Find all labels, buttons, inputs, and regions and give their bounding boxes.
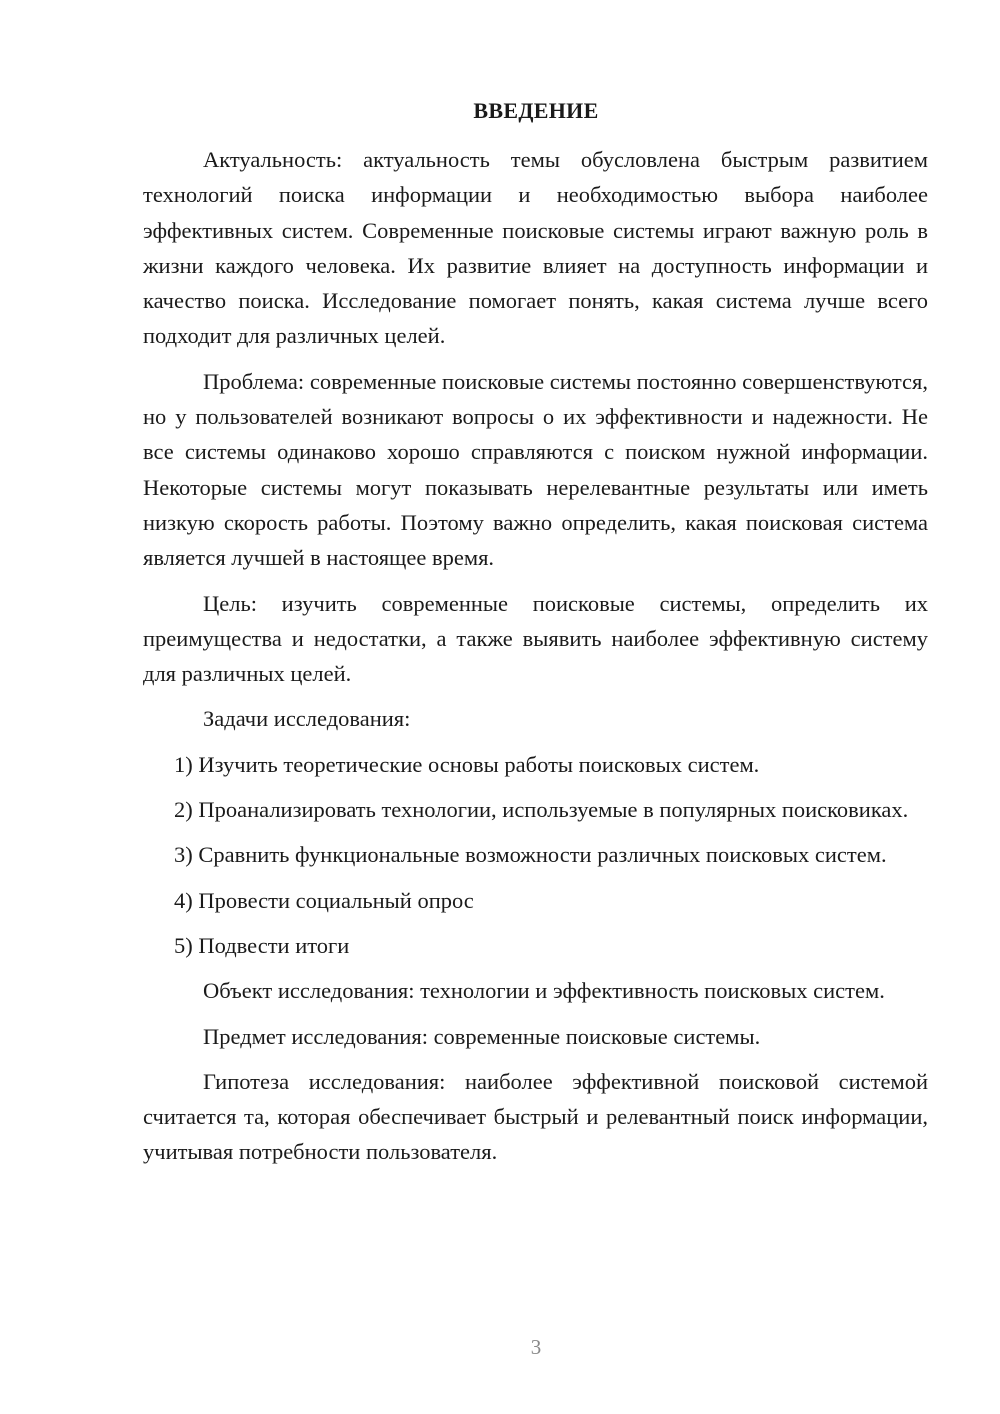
- task-item-5: 5) Подвести итоги: [174, 932, 350, 958]
- paragraph-subject: Предмет исследования: современные поисковые системы.: [203, 1023, 761, 1049]
- paragraph-tasks-heading: Задачи исследования:: [203, 706, 411, 732]
- paragraph-object: Объект исследования: технологии и эффективность поисковых систем.: [203, 978, 885, 1004]
- paragraph-hypothesis: Гипотеза исследования: наиболее эффективной поисковой системой считается та, которая обеспечивает быстрый и релевантный поиск информации, учитывая потребности пользователя.: [143, 1068, 928, 1165]
- task-item-3: 3) Сравнить функциональные возможности различных поисковых систем.: [174, 842, 887, 868]
- page-title: ВВЕДЕНИЕ: [473, 98, 599, 123]
- page-number: 3: [530, 1335, 542, 1359]
- task-item-1: 1) Изучить теоретические основы работы поисковых систем.: [174, 751, 760, 777]
- task-item-2: 2) Проанализировать технологии, используемые в популярных поисковиках.: [174, 797, 909, 823]
- task-item-4: 4) Провести социальный опрос: [174, 887, 474, 913]
- paragraph-relevance: Актуальность: актуальность темы обусловлена быстрым развитием технологий поиска информации и необходимостью выбора наиболее эффективных систем. Современные поисковые системы играют важную роль в жизни каждого человека. Их развитие влияет на доступность информации и качество поиска. Исследование помогает понять, какая система лучше всего подходит для различных целей.: [143, 147, 928, 349]
- paragraph-problem: Проблема: современные поисковые системы постоянно совершенствуются, но у пользователей возникают вопросы о их эффективности и надежности. Не все системы одинаково хорошо справляются с поиском нужной информации. Некоторые системы могут показывать нерелевантные результаты или иметь низкую скорость работы. Поэтому важно определить, какая поисковая система является лучшей в настоящее время.: [143, 368, 928, 571]
- paragraph-goal: Цель: изучить современные поисковые системы, определить их преимущества и недостатки, а также выявить наиболее эффективную систему для различных целей.: [143, 590, 928, 687]
- document-body: [143, 142, 928, 1170]
